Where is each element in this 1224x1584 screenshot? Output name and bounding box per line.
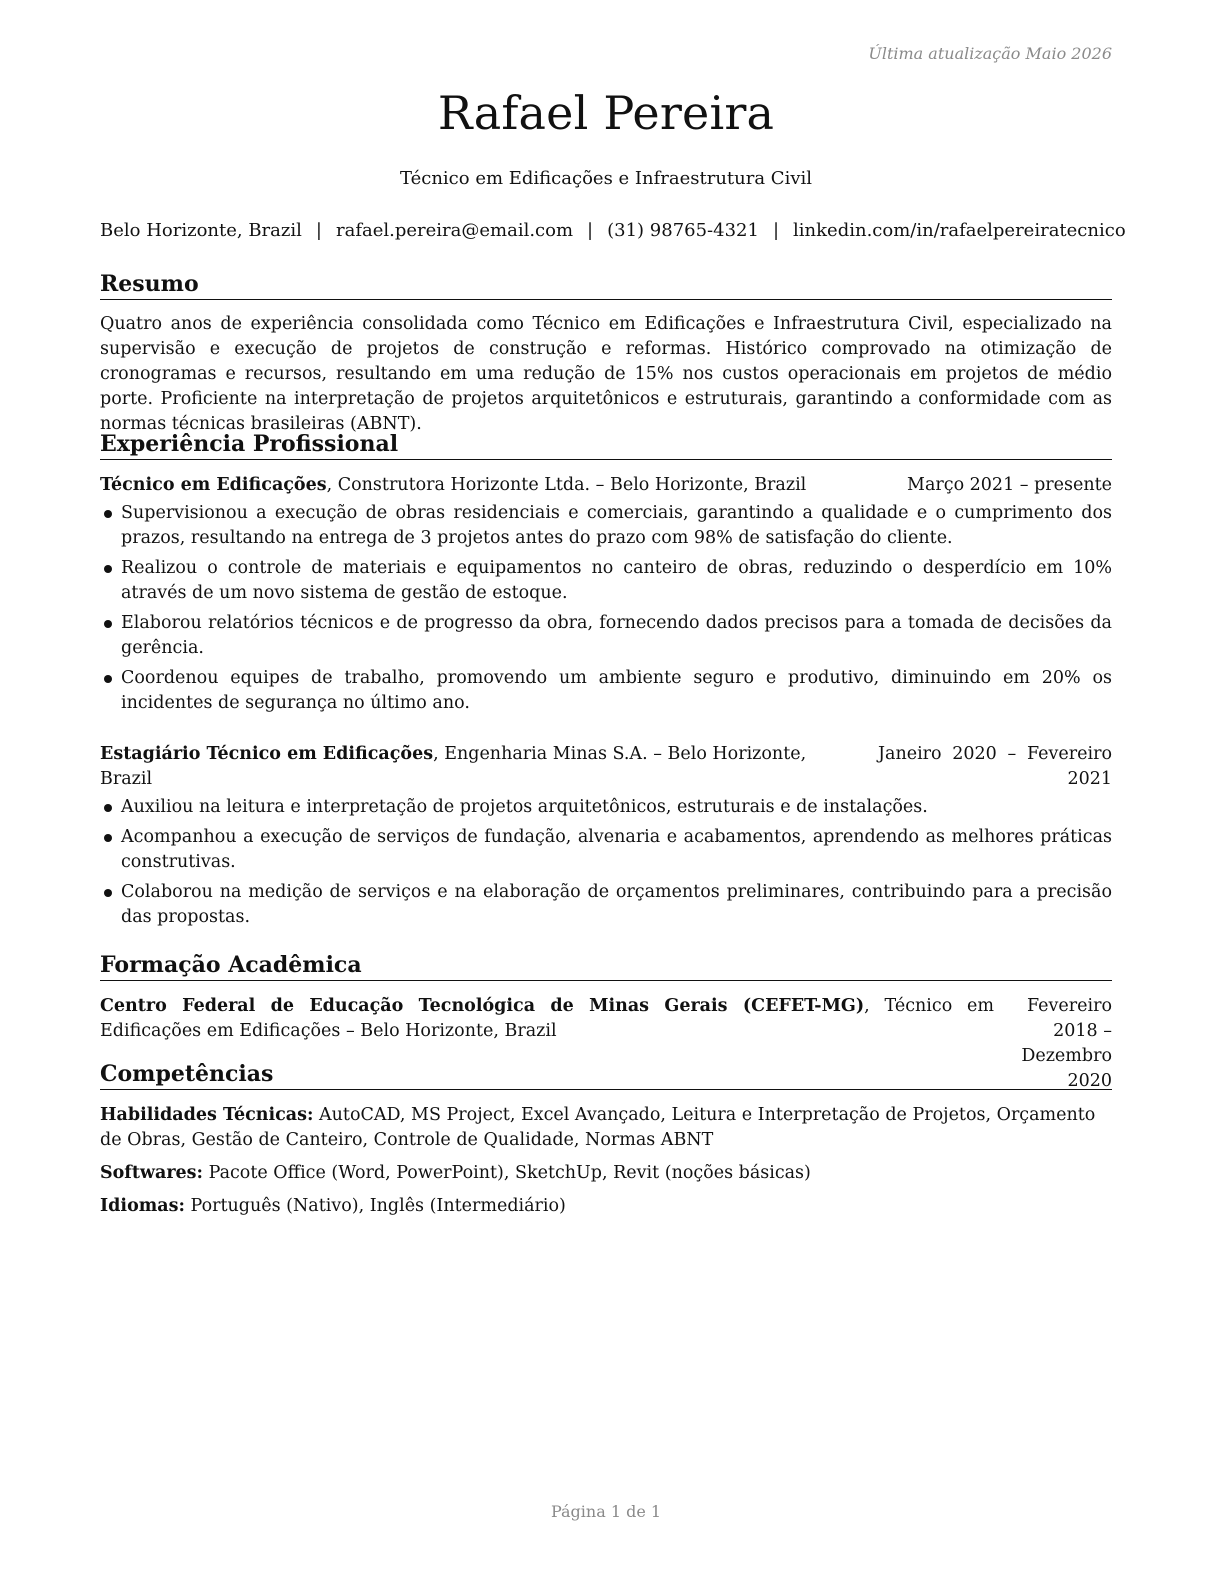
- contact-separator: |: [587, 220, 594, 241]
- job-bullet: Coordenou equipes de trabalho, promovendo um ambiente seguro e produtivo, diminuindo em 20% os incidentes de segurança no último ano.: [100, 666, 1112, 716]
- skill-group-value: Português (Nativo), Inglês (Intermediário): [190, 1196, 566, 1216]
- skill-group: [100, 1103, 1112, 1153]
- candidate-title: Técnico em Edificações e Infraestrutura Civil: [399, 168, 813, 189]
- job-bullet: Acompanhou a execução de serviços de fundação, alvenaria e acabamentos, aprendendo as melhores práticas construtivas.: [100, 825, 1112, 875]
- job-bullet: Auxiliou na leitura e interpretação de projetos arquitetônicos, estruturais e de instalações.: [100, 795, 1112, 820]
- experience-heading: Experiência Profissional: [100, 430, 1112, 460]
- education-heading: Formação Acadêmica: [100, 951, 1112, 981]
- contact-linkedin[interactable]: linkedin.com/in/rafaelpereiratecnico: [793, 220, 1126, 241]
- contact-separator: |: [315, 220, 322, 241]
- page-number: Página 1 de 1: [550, 1502, 662, 1521]
- job-header: [100, 473, 1112, 498]
- job-header: [100, 742, 1112, 792]
- last-updated-note: Última atualização Maio 2026: [868, 44, 1112, 63]
- job-role: Técnico em Edificações: [100, 475, 327, 495]
- skills-heading: Competências: [100, 1060, 1112, 1090]
- job-role-company: [100, 742, 858, 792]
- education-institution: Centro Federal de Educação Tecnológica de Minas Gerais (CEFET-MG): [100, 996, 865, 1016]
- job-company-location: , Engenharia Minas S.A. – Belo Horizonte, Brazil: [100, 744, 807, 789]
- job-entry: [100, 742, 1112, 930]
- education-institution-details: [100, 994, 994, 1044]
- contact-email[interactable]: rafael.pereira@email.com: [335, 220, 574, 241]
- contact-line: [100, 220, 1126, 241]
- job-company-location: , Construtora Horizonte Ltda. – Belo Horizonte, Brazil: [326, 475, 807, 495]
- skills-section: [100, 1060, 1112, 1219]
- summary-text: Quatro anos de experiência consolidada como Técnico em Edificações e Infraestrutura Civil, especializado na supervisão e execução de projetos de construção e reformas. Histórico comprovado na otimização de cronogramas e recursos, resultando em uma redução de 15% nos custos operacionais em projetos de médio porte. Proficiente na interpretação de projetos arquitetônicos e estruturais, garantindo a conformidade com as normas técnicas brasileiras (ABNT).: [100, 314, 1112, 434]
- skill-group-label: Softwares:: [100, 1163, 203, 1183]
- job-bullet: Elaborou relatórios técnicos e de progresso da obra, fornecendo dados precisos para a tomada de decisões da gerência.: [100, 611, 1112, 661]
- contact-location: Belo Horizonte, Brazil: [100, 220, 302, 241]
- skill-group-value: Pacote Office (Word, PowerPoint), SketchUp, Revit (noções básicas): [208, 1163, 811, 1183]
- experience-section: [100, 430, 1112, 935]
- job-dates: Janeiro 2020 – Fevereiro 2021: [878, 744, 1112, 789]
- job-role-company: [100, 473, 887, 498]
- job-bullet: Realizou o controle de materiais e equipamentos no canteiro de obras, reduzindo o desperdício em 10% através de um novo sistema de gestão de estoque.: [100, 556, 1112, 606]
- job-bullet: Colaborou na medição de serviços e na elaboração de orçamentos preliminares, contribuindo para a precisão das propostas.: [100, 880, 1112, 930]
- contact-separator: |: [772, 220, 780, 241]
- candidate-name: Rafael Pereira: [437, 86, 775, 140]
- summary-heading: Resumo: [100, 270, 1112, 300]
- skill-group-label: Idiomas:: [100, 1196, 185, 1216]
- job-entry: [100, 473, 1112, 716]
- contact-phone: (31) 98765-4321: [607, 220, 759, 241]
- job-bullet-list: [100, 795, 1112, 930]
- job-role: Estagiário Técnico em Edificações: [100, 744, 434, 764]
- education-details: , Técnico em Edificações em Edificações – Belo Horizonte, Brazil: [100, 996, 994, 1041]
- education-dates: Fevereiro 2018 – Dezembro 2020: [1021, 996, 1112, 1091]
- resume-page: [100, 0, 1126, 1584]
- summary-section: [100, 270, 1112, 437]
- job-bullet: Supervisionou a execução de obras residenciais e comerciais, garantindo a qualidade e o cumprimento dos prazos, resultando na entrega de 3 projetos antes do prazo com 98% de satisfação do cliente.: [100, 501, 1112, 551]
- skills-list: [100, 1103, 1112, 1219]
- skill-group: [100, 1161, 1112, 1186]
- skill-group-label: Habilidades Técnicas:: [100, 1105, 314, 1125]
- job-bullet-list: [100, 501, 1112, 716]
- job-dates: Março 2021 – presente: [907, 475, 1112, 495]
- skill-group-value: AutoCAD, MS Project, Excel Avançado, Leitura e Interpretação de Projetos, Orçamento de Obras, Gestão de Canteiro, Controle de Qualidade, Normas ABNT: [100, 1105, 1096, 1150]
- skill-group: [100, 1194, 1112, 1219]
